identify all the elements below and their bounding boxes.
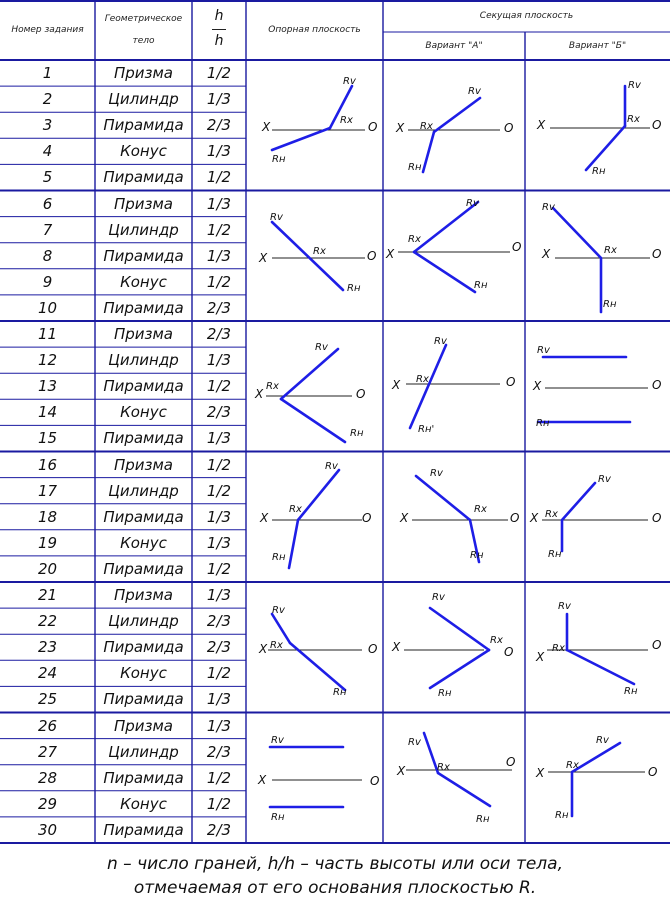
trace-rh-label: Rн bbox=[476, 814, 490, 825]
trace-rx-label: Rx bbox=[340, 115, 353, 126]
axis-x-label: X bbox=[260, 511, 269, 525]
trace-rh-label: Rн bbox=[548, 549, 562, 560]
task-number: 30 bbox=[37, 820, 58, 839]
trace-rh-label: Rн bbox=[408, 162, 422, 173]
height-ratio: 2/3 bbox=[206, 403, 232, 422]
trace-rv-label: Rv bbox=[598, 474, 611, 485]
task-number: 11 bbox=[37, 325, 58, 344]
body-name: Конус bbox=[120, 272, 167, 291]
header-task-number: Номер задания bbox=[11, 25, 84, 35]
height-ratio: 1/2 bbox=[206, 559, 232, 578]
trace-rv-label: Rv bbox=[270, 212, 283, 223]
trace-rx-label: Rx bbox=[408, 234, 421, 245]
task-number: 10 bbox=[37, 298, 58, 317]
footnote bbox=[0, 852, 670, 900]
plane-trace bbox=[430, 608, 489, 650]
header-height-ratio bbox=[192, 0, 246, 60]
plane-trace bbox=[272, 614, 290, 643]
task-number: 26 bbox=[37, 716, 58, 735]
height-ratio: 1/2 bbox=[206, 794, 232, 813]
axis-x-label: X bbox=[542, 247, 551, 261]
axis-o-label: O bbox=[362, 511, 372, 525]
height-ratio: 1/2 bbox=[206, 481, 232, 500]
body-name: Пирамида bbox=[103, 116, 184, 135]
trace-rv-label: Rv bbox=[542, 202, 555, 213]
task-number: 22 bbox=[37, 612, 58, 631]
height-ratio: 2/3 bbox=[206, 638, 232, 657]
axis-o-label: O bbox=[652, 378, 662, 392]
plane-trace bbox=[553, 208, 601, 258]
task-number: 17 bbox=[37, 481, 58, 500]
trace-rv-label: Rv bbox=[315, 342, 328, 353]
height-ratio: 1/3 bbox=[206, 507, 232, 526]
axis-o-label: O bbox=[652, 511, 662, 525]
height-ratio: 1/2 bbox=[206, 220, 232, 239]
body-name: Конус bbox=[120, 794, 167, 813]
axis-x-label: X bbox=[258, 773, 267, 787]
axis-o-label: O bbox=[356, 387, 366, 401]
axis-o-label: O bbox=[368, 120, 378, 134]
plane-trace bbox=[281, 349, 338, 399]
axis-x-label: X bbox=[396, 121, 405, 135]
header-variant-a: Вариант "А" bbox=[425, 41, 483, 51]
axis-x-label: X bbox=[259, 642, 268, 656]
task-number: 7 bbox=[42, 220, 53, 239]
plane-trace bbox=[289, 520, 298, 568]
task-number: 28 bbox=[37, 768, 58, 787]
trace-rh-label: Rн bbox=[272, 154, 286, 165]
trace-rh-label: Rн bbox=[592, 166, 606, 177]
axis-o-label: O bbox=[652, 247, 662, 261]
body-name: Цилиндр bbox=[108, 220, 179, 239]
plane-trace bbox=[572, 743, 620, 772]
ratio-denominator: h bbox=[214, 33, 224, 49]
trace-rv-label: Rv bbox=[430, 468, 443, 479]
height-ratio: 2/3 bbox=[206, 820, 232, 839]
plane-trace bbox=[438, 773, 490, 806]
body-name: Призма bbox=[113, 194, 174, 213]
trace-rx-label: Rx bbox=[604, 245, 617, 256]
plane-trace bbox=[410, 345, 446, 428]
plane-trace bbox=[586, 126, 625, 170]
axis-o-label: O bbox=[504, 121, 514, 135]
task-number: 14 bbox=[37, 403, 58, 422]
task-number: 9 bbox=[42, 272, 53, 291]
height-ratio: 1/3 bbox=[206, 690, 232, 709]
trace-rv-label: Rv bbox=[432, 592, 445, 603]
trace-rv-label: Rv bbox=[558, 601, 571, 612]
trace-rh-label: Rн bbox=[555, 810, 569, 821]
task-number: 8 bbox=[42, 246, 53, 265]
axis-o-label: O bbox=[652, 638, 662, 652]
trace-rv-label: Rv bbox=[434, 336, 447, 347]
height-ratio: 1/2 bbox=[206, 168, 232, 187]
axis-x-label: X bbox=[255, 387, 264, 401]
task-number: 27 bbox=[37, 742, 58, 761]
plane-trace bbox=[281, 399, 345, 442]
height-ratio: 2/3 bbox=[206, 742, 232, 761]
plane-trace bbox=[423, 132, 434, 172]
body-name: Призма bbox=[113, 586, 174, 605]
task-number: 2 bbox=[42, 90, 53, 109]
header-cutting-plane: Секущая плоскость bbox=[479, 11, 574, 21]
axis-x-label: X bbox=[536, 766, 545, 780]
height-ratio: 2/3 bbox=[206, 612, 232, 631]
trace-rx-label: Rx bbox=[266, 381, 279, 392]
trace-rx-label: Rx bbox=[420, 121, 433, 132]
trace-rx-label: Rx bbox=[552, 643, 565, 654]
task-number: 20 bbox=[37, 559, 58, 578]
axis-x-label: X bbox=[397, 764, 406, 778]
trace-rv-label: Rv bbox=[272, 605, 285, 616]
plane-trace bbox=[562, 483, 595, 520]
plane-trace bbox=[272, 128, 330, 150]
task-number: 24 bbox=[37, 664, 58, 683]
task-number: 16 bbox=[37, 455, 58, 474]
trace-rv-label: Rv bbox=[468, 86, 481, 97]
trace-rv-label: Rv bbox=[537, 345, 550, 356]
task-number: 29 bbox=[37, 794, 58, 813]
height-ratio: 1/3 bbox=[206, 90, 232, 109]
body-name: Цилиндр bbox=[108, 481, 179, 500]
axis-x-label: X bbox=[259, 251, 268, 265]
task-number: 18 bbox=[37, 507, 58, 526]
plane-trace bbox=[567, 650, 634, 684]
body-name: Конус bbox=[120, 403, 167, 422]
plane-trace bbox=[430, 650, 489, 688]
trace-rv-label: Rv bbox=[408, 737, 421, 748]
body-name: Конус bbox=[120, 533, 167, 552]
trace-rv-label: Rv bbox=[466, 198, 479, 209]
body-name: Призма bbox=[113, 716, 174, 735]
trace-rh-label: Rн bbox=[438, 688, 452, 699]
axis-x-label: X bbox=[262, 120, 271, 134]
body-name: Пирамида bbox=[103, 168, 184, 187]
trace-rh-label: Rн bbox=[470, 550, 484, 561]
body-name: Конус bbox=[120, 142, 167, 161]
axis-o-label: O bbox=[506, 755, 516, 769]
task-number: 23 bbox=[37, 638, 58, 657]
trace-rh-label: Rн bbox=[347, 283, 361, 294]
task-number: 12 bbox=[37, 351, 58, 370]
axis-o-label: O bbox=[367, 249, 377, 263]
height-ratio: 1/3 bbox=[206, 533, 232, 552]
body-name: Призма bbox=[113, 455, 174, 474]
trace-rv-label: Rv bbox=[628, 80, 641, 91]
height-ratio: 1/3 bbox=[206, 586, 232, 605]
plane-trace bbox=[298, 470, 339, 520]
trace-rx-label: Rx bbox=[627, 114, 640, 125]
body-name: Цилиндр bbox=[108, 90, 179, 109]
task-number: 15 bbox=[37, 429, 58, 448]
plane-trace bbox=[434, 98, 480, 132]
axis-x-label: X bbox=[536, 650, 545, 664]
trace-rx-label: Rx bbox=[474, 504, 487, 515]
trace-rv-label: Rv bbox=[596, 735, 609, 746]
axis-x-label: X bbox=[392, 378, 401, 392]
plane-trace bbox=[416, 476, 470, 520]
body-name: Призма bbox=[113, 325, 174, 344]
axis-o-label: O bbox=[506, 375, 516, 389]
trace-rh-label: Rн' bbox=[418, 424, 435, 435]
height-ratio: 2/3 bbox=[206, 298, 232, 317]
body-name: Пирамида bbox=[103, 820, 184, 839]
height-ratio: 1/2 bbox=[206, 64, 232, 83]
trace-rx-label: Rx bbox=[270, 640, 283, 651]
task-number: 4 bbox=[42, 142, 53, 161]
trace-rx-label: Rx bbox=[313, 246, 326, 257]
task-number: 1 bbox=[42, 64, 53, 83]
height-ratio: 1/3 bbox=[206, 142, 232, 161]
height-ratio: 2/3 bbox=[206, 116, 232, 135]
trace-rx-label: Rx bbox=[545, 509, 558, 520]
trace-rx-label: Rx bbox=[490, 635, 503, 646]
plane-trace bbox=[414, 252, 475, 292]
axis-o-label: O bbox=[368, 642, 378, 656]
height-ratio: 2/3 bbox=[206, 325, 232, 344]
axis-o-label: O bbox=[504, 645, 514, 659]
trace-rh-label: Rн bbox=[272, 552, 286, 563]
axis-x-label: X bbox=[400, 511, 409, 525]
task-number: 25 bbox=[37, 690, 58, 709]
axis-x-label: X bbox=[530, 511, 539, 525]
task-number: 21 bbox=[37, 586, 58, 605]
trace-rh-label: Rн bbox=[624, 686, 638, 697]
axis-o-label: O bbox=[652, 118, 662, 132]
height-ratio: 1/3 bbox=[206, 194, 232, 213]
axis-o-label: O bbox=[510, 511, 520, 525]
height-ratio: 1/2 bbox=[206, 768, 232, 787]
height-ratio: 1/2 bbox=[206, 272, 232, 291]
task-number: 6 bbox=[42, 194, 53, 213]
height-ratio: 1/2 bbox=[206, 455, 232, 474]
body-name: Пирамида bbox=[103, 768, 184, 787]
trace-rx-label: Rx bbox=[289, 504, 302, 515]
trace-rh-label: Rн bbox=[474, 280, 488, 291]
height-ratio: 1/3 bbox=[206, 246, 232, 265]
task-number: 19 bbox=[37, 533, 58, 552]
body-name: Пирамида bbox=[103, 377, 184, 396]
trace-rv-label: Rv bbox=[343, 76, 356, 87]
axis-o-label: O bbox=[512, 240, 522, 254]
trace-rh-label: Rн bbox=[333, 687, 347, 698]
axis-x-label: X bbox=[392, 640, 401, 654]
body-name: Призма bbox=[113, 64, 174, 83]
body-name: Пирамида bbox=[103, 559, 184, 578]
body-name: Конус bbox=[120, 664, 167, 683]
ratio-numerator: h bbox=[214, 8, 224, 24]
trace-rh-label: Rн bbox=[603, 299, 617, 310]
plane-trace bbox=[272, 222, 343, 290]
body-name: Пирамида bbox=[103, 638, 184, 657]
trace-rx-label: Rx bbox=[416, 374, 429, 385]
plane-trace bbox=[414, 202, 478, 252]
height-ratio: 1/3 bbox=[206, 716, 232, 735]
height-ratio: 1/2 bbox=[206, 664, 232, 683]
body-name: Пирамида bbox=[103, 429, 184, 448]
body-name: Цилиндр bbox=[108, 612, 179, 631]
trace-rx-label: Rx bbox=[437, 762, 450, 773]
height-ratio: 1/3 bbox=[206, 351, 232, 370]
task-number: 3 bbox=[42, 116, 53, 135]
height-ratio: 1/3 bbox=[206, 429, 232, 448]
trace-rv-label: Rv bbox=[271, 735, 284, 746]
header-geometric-body: Геометрическое тело bbox=[104, 14, 183, 46]
body-name: Пирамида bbox=[103, 298, 184, 317]
axis-x-label: X bbox=[386, 247, 395, 261]
plane-trace bbox=[424, 733, 438, 773]
trace-rh-label: Rн bbox=[271, 812, 285, 823]
footnote-line-1: n – число граней, h/h – часть высоты или оси тела, bbox=[106, 854, 563, 874]
body-name: Цилиндр bbox=[108, 742, 179, 761]
trace-rx-label: Rx bbox=[566, 760, 579, 771]
trace-rh-label: Rн bbox=[350, 428, 364, 439]
footnote-line-2: отмечаемая от его основания плоскостью R. bbox=[133, 878, 537, 898]
axis-o-label: O bbox=[648, 765, 658, 779]
trace-rh-label: Rн bbox=[536, 418, 550, 429]
axis-x-label: X bbox=[533, 379, 542, 393]
body-name: Пирамида bbox=[103, 246, 184, 265]
ratio-bar bbox=[212, 29, 226, 30]
axis-o-label: O bbox=[370, 774, 380, 788]
body-name: Пирамида bbox=[103, 507, 184, 526]
header-variant-b: Вариант "Б" bbox=[568, 41, 627, 51]
body-name: Пирамида bbox=[103, 690, 184, 709]
axis-x-label: X bbox=[537, 118, 546, 132]
task-number: 5 bbox=[42, 168, 53, 187]
task-number: 13 bbox=[37, 377, 58, 396]
trace-rv-label: Rv bbox=[325, 461, 338, 472]
body-name: Цилиндр bbox=[108, 351, 179, 370]
header-base-plane: Опорная плоскость bbox=[268, 25, 361, 35]
height-ratio: 1/2 bbox=[206, 377, 232, 396]
